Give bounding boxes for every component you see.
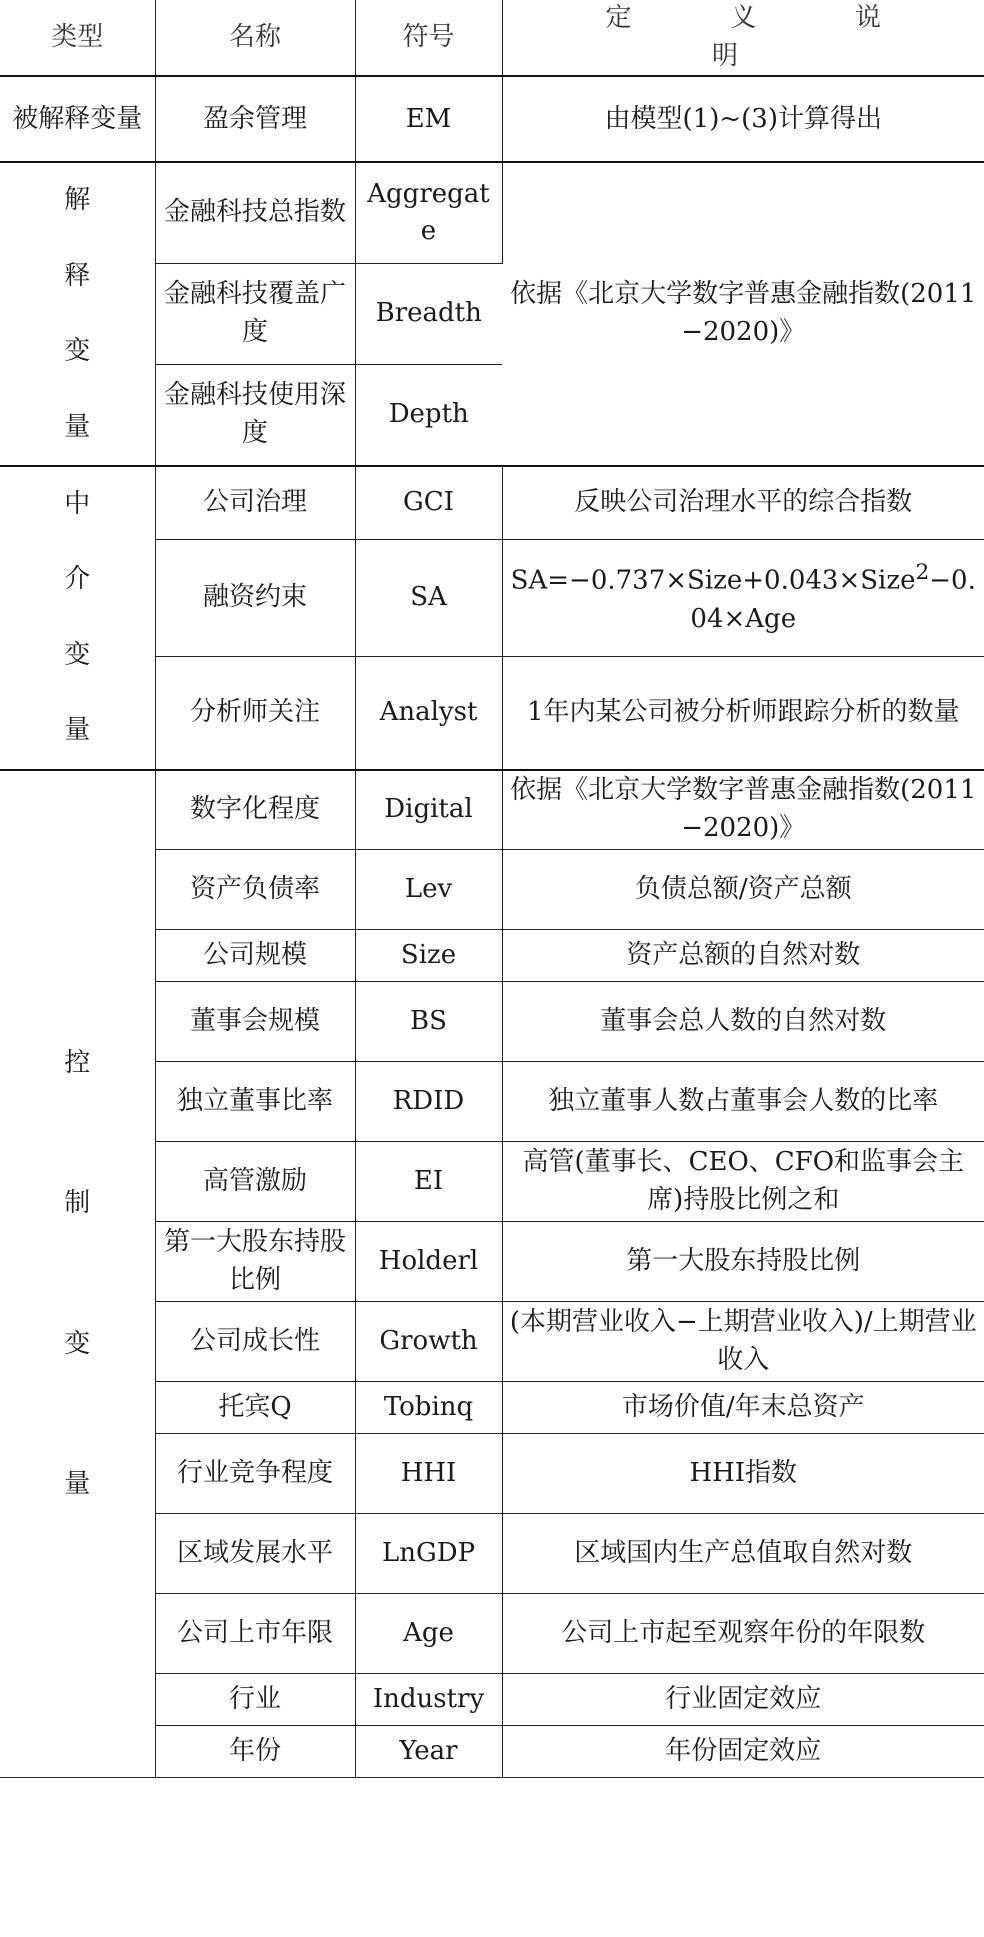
category-explanatory: 解释变量 [0,162,155,466]
variable-symbol: Size [355,930,502,982]
variable-symbol: HHI [355,1434,502,1514]
variable-definition: 资产总额的自然对数 [502,930,984,982]
variable-name: 金融科技覆盖广度 [155,264,355,365]
variable-definition: 1年内某公司被分析师跟踪分析的数量 [502,656,984,769]
variable-name: 独立董事比率 [155,1062,355,1142]
variable-definition: 反映公司治理水平的综合指数 [502,466,984,540]
variable-symbol: LnGDP [355,1514,502,1594]
table-row [0,770,984,850]
variable-name: 金融科技总指数 [155,162,355,263]
variable-definition: HHI指数 [502,1434,984,1514]
variable-symbol: Holderl [355,1222,502,1302]
category-mediating: 中介变量 [0,466,155,770]
variable-definition: 区域国内生产总值取自然对数 [502,1514,984,1594]
header-definition: 定 义 说 明 [502,0,984,76]
variable-definition: 依据《北京大学数字普惠金融指数(2011−2020)》 [502,770,984,850]
variable-definition: 负债总额/资产总额 [502,850,984,930]
variable-symbol: Lev [355,850,502,930]
header-name: 名称 [155,0,355,76]
variable-definition: 行业固定效应 [502,1674,984,1726]
category-control: 控制变量 [0,770,155,1778]
variable-name: 数字化程度 [155,770,355,850]
variable-symbol: GCI [355,466,502,540]
variable-definition: 独立董事人数占董事会人数的比率 [502,1062,984,1142]
variable-definition: 第一大股东持股比例 [502,1222,984,1302]
variable-symbol: RDID [355,1062,502,1142]
variable-symbol: Year [355,1726,502,1778]
variable-definition: SA=−0.737×Size+0.043×Size$^2$−0.04×Age [502,540,984,656]
variable-symbol: EM [355,76,502,162]
variable-name: 托宾Q [155,1382,355,1434]
variable-definition: 市场价值/年末总资产 [502,1382,984,1434]
header-type: 类型 [0,0,155,76]
category-dependent: 被解释变量 [0,76,155,162]
variable-name: 公司规模 [155,930,355,982]
variable-symbol: Growth [355,1302,502,1382]
variable-symbol: Aggregate [355,162,502,263]
table-row [0,162,984,263]
variable-definition: 董事会总人数的自然对数 [502,982,984,1062]
variable-name: 公司成长性 [155,1302,355,1382]
variable-symbol: BS [355,982,502,1062]
variable-definition: 由模型(1)~(3)计算得出 [502,76,984,162]
variable-name: 高管激励 [155,1142,355,1222]
variable-name: 融资约束 [155,540,355,656]
variable-symbol: Industry [355,1674,502,1726]
variable-name: 公司治理 [155,466,355,540]
variable-symbol: Digital [355,770,502,850]
table-row [0,466,984,540]
header-symbol: 符号 [355,0,502,76]
variable-symbol: Breadth [355,264,502,365]
variable-symbol: Depth [355,365,502,466]
variable-name: 公司上市年限 [155,1594,355,1674]
variable-symbol: Age [355,1594,502,1674]
variable-name: 资产负债率 [155,850,355,930]
variable-name: 第一大股东持股比例 [155,1222,355,1302]
table-row [0,76,984,162]
header-row [0,0,984,76]
variable-symbol: Tobinq [355,1382,502,1434]
variable-symbol: Analyst [355,656,502,769]
variable-name: 董事会规模 [155,982,355,1062]
variable-definition: 年份固定效应 [502,1726,984,1778]
variable-symbol: SA [355,540,502,656]
variable-name: 盈余管理 [155,76,355,162]
variable-name: 行业竞争程度 [155,1434,355,1514]
variable-name: 年份 [155,1726,355,1778]
variable-name: 金融科技使用深度 [155,365,355,466]
variable-definition: 公司上市起至观察年份的年限数 [502,1594,984,1674]
variable-definition: 高管(董事长、CEO、CFO和监事会主席)持股比例之和 [502,1142,984,1222]
variable-name: 区域发展水平 [155,1514,355,1594]
variable-name: 分析师关注 [155,656,355,769]
variable-definition: 依据《北京大学数字普惠金融指数(2011−2020)》 [502,162,984,466]
variable-definition: (本期营业收入−上期营业收入)/上期营业收入 [502,1302,984,1382]
variable-symbol: EI [355,1142,502,1222]
variable-name: 行业 [155,1674,355,1726]
